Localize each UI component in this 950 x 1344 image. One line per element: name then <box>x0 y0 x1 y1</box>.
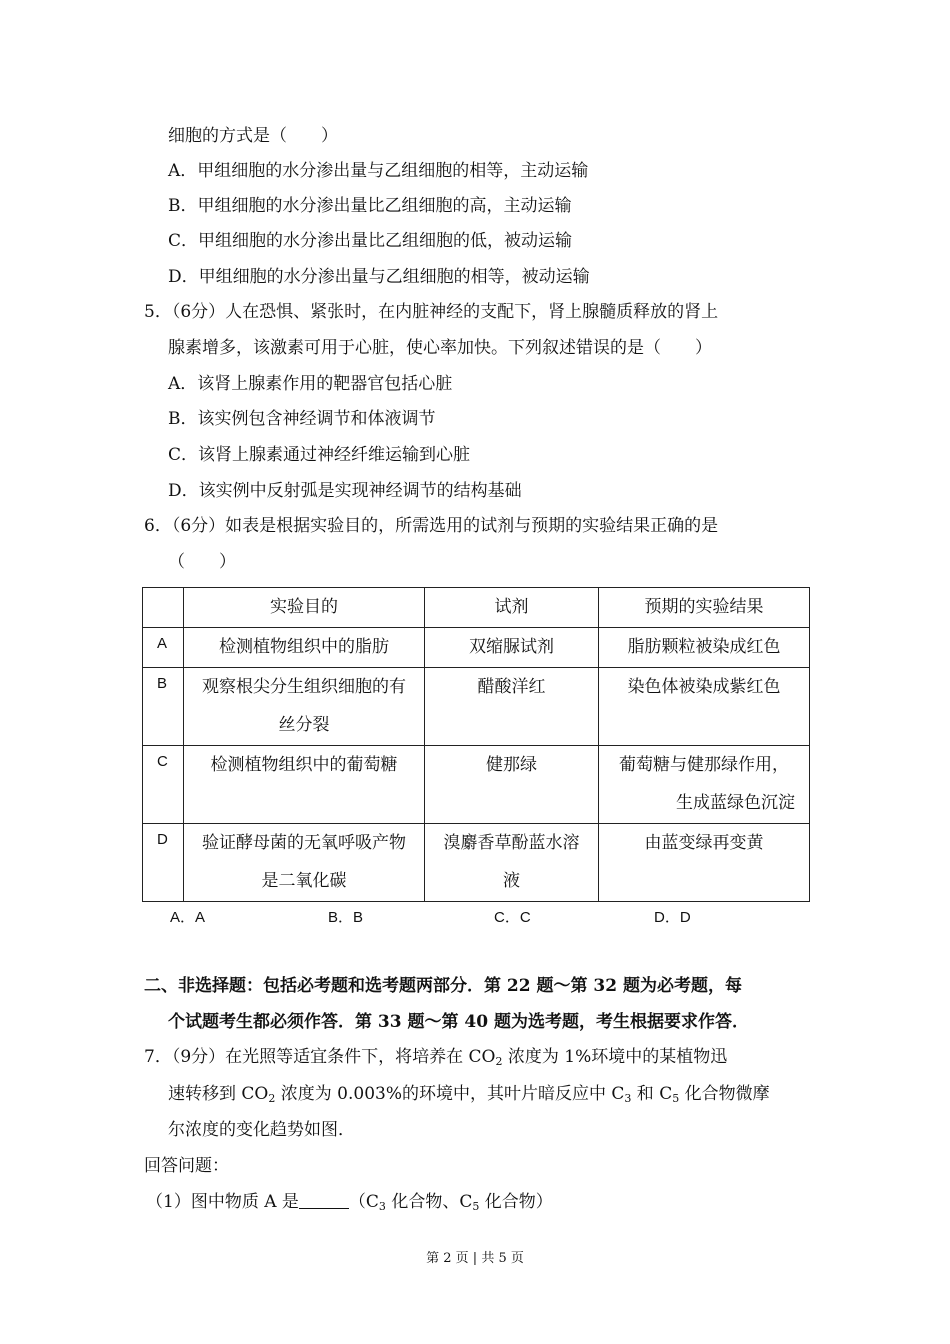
q7-l2-c: 和 C <box>631 1084 673 1104</box>
cell-reagent-line1: 溴麝香草酚蓝水溶 <box>443 833 580 853</box>
cell-result: 由蓝变绿再变黄 <box>599 824 810 902</box>
table-header-cell: 实验目的 <box>184 588 425 628</box>
q7-l1-sub: 2 <box>495 1055 503 1068</box>
q5-option-b: B．该实例包含神经调节和体液调节 <box>168 409 436 429</box>
table-row <box>143 628 810 668</box>
q7-l1-b: 浓度为 1%环境中的某植物迅 <box>502 1047 728 1067</box>
q6-choice-a: A．A <box>170 909 206 926</box>
q7-p1-sub2: 5 <box>472 1200 480 1213</box>
q7-l2-d: 化合物微摩 <box>679 1084 770 1104</box>
cell-purpose-line2: 丝分裂 <box>278 715 330 735</box>
q7-p1-b: （C <box>348 1192 379 1212</box>
table-header-cell: 预期的实验结果 <box>599 588 810 628</box>
cell-purpose: 检测植物组织中的脂肪 <box>184 628 425 668</box>
q7-p1-d: 化合物） <box>479 1192 553 1212</box>
q5-option-a: A．该肾上腺素作用的靶器官包括心脏 <box>168 374 453 394</box>
q7-stem-line3: 尔浓度的变化趋势如图． <box>168 1120 355 1140</box>
q7-p1-sub1: 3 <box>378 1200 386 1213</box>
q4-option-a: A．甲组细胞的水分渗出量与乙组细胞的相等，主动运输 <box>168 161 589 181</box>
q7-l2-a: 速转移到 CO <box>168 1084 269 1104</box>
experiment-table <box>142 587 810 902</box>
q7-l2-sub: 2 <box>268 1092 276 1105</box>
cell-result <box>599 746 810 824</box>
q7-l1-a: 7．（9分）在光照等适宜条件下，将培养在 CO <box>144 1047 496 1067</box>
page-footer: 第 2 页 | 共 5 页 <box>426 1251 524 1266</box>
answer-blank[interactable] <box>299 1190 349 1209</box>
q4-option-b: B．甲组细胞的水分渗出量比乙组细胞的高，主动运输 <box>168 196 572 216</box>
q4-option-c: C．甲组细胞的水分渗出量比乙组细胞的低，被动运输 <box>168 231 573 251</box>
q7-l2-sub2: 3 <box>624 1092 632 1105</box>
q6-stem-line1: 6．（6分）如表是根据实验目的，所需选用的试剂与预期的实验结果正确的是 <box>144 516 719 536</box>
cell-reagent: 双缩脲试剂 <box>425 628 599 668</box>
q6-choice-c: C．C <box>494 909 531 926</box>
table-header-row <box>143 588 810 628</box>
cell-reagent <box>425 824 599 902</box>
q5-stem-line2: 腺素增多，该激素可用于心脏，使心率加快。下列叙述错误的是（ ） <box>168 338 712 358</box>
row-label: A <box>143 628 184 668</box>
q7-p1-a: （1）图中物质 A 是 <box>146 1192 299 1212</box>
cell-result: 染色体被染成紫红色 <box>599 668 810 746</box>
table-row <box>143 824 810 902</box>
q7-stem-line2 <box>168 1082 770 1106</box>
table-header-cell <box>143 588 184 628</box>
q7-stem-line1 <box>144 1045 727 1069</box>
q7-part1 <box>146 1190 553 1214</box>
q7-l2-sub3: 5 <box>672 1092 680 1105</box>
q7-answer-label: 回答问题： <box>144 1156 229 1176</box>
section2-heading-line2: 个试题考生都必须作答．第 33 题～第 40 题为选考题，考生根据要求作答． <box>168 1012 749 1032</box>
q5-option-c: C．该肾上腺素通过神经纤维运输到心脏 <box>168 445 471 465</box>
cell-purpose-line2: 是二氧化碳 <box>261 871 347 891</box>
row-label: B <box>143 668 184 746</box>
cell-purpose: 检测植物组织中的葡萄糖 <box>184 746 425 824</box>
q5-stem-line1: 5．（6分）人在恐惧、紧张时，在内脏神经的支配下，肾上腺髓质释放的肾上 <box>144 302 719 322</box>
cell-result: 脂肪颗粒被染成红色 <box>599 628 810 668</box>
section2-heading-line1: 二、非选择题：包括必考题和选考题两部分．第 22 题～第 32 题为必考题，每 <box>144 976 742 996</box>
cell-reagent: 醋酸洋红 <box>425 668 599 746</box>
q6-choice-b: B．B <box>328 909 364 926</box>
row-label: C <box>143 746 184 824</box>
table-row <box>143 746 810 824</box>
cell-purpose-line1: 验证酵母菌的无氧呼吸产物 <box>202 833 406 853</box>
q7-l2-b: 浓度为 0.003%的环境中，其叶片暗反应中 C <box>275 1084 625 1104</box>
cell-purpose <box>184 668 425 746</box>
cell-reagent: 健那绿 <box>425 746 599 824</box>
cell-result-line1: 葡萄糖与健那绿作用， <box>619 755 789 775</box>
cell-reagent-line2: 液 <box>503 871 520 891</box>
cell-purpose-line1: 观察根尖分生组织细胞的有 <box>202 677 406 697</box>
table-row <box>143 668 810 746</box>
cell-result-line2: 生成蓝绿色沉淀 <box>676 793 795 813</box>
q6-stem-line2: （ ） <box>168 552 236 572</box>
cell-purpose <box>184 824 425 902</box>
q7-p1-c: 化合物、C <box>385 1192 473 1212</box>
q6-choice-d: D．D <box>654 909 691 926</box>
q4-option-d: D．甲组细胞的水分渗出量与乙组细胞的相等，被动运输 <box>168 267 590 287</box>
q5-option-d: D．该实例中反射弧是实现神经调节的结构基础 <box>168 481 522 501</box>
q4-stem-continuation: 细胞的方式是（ ） <box>168 126 338 146</box>
row-label: D <box>143 824 184 902</box>
table-header-cell: 试剂 <box>425 588 599 628</box>
